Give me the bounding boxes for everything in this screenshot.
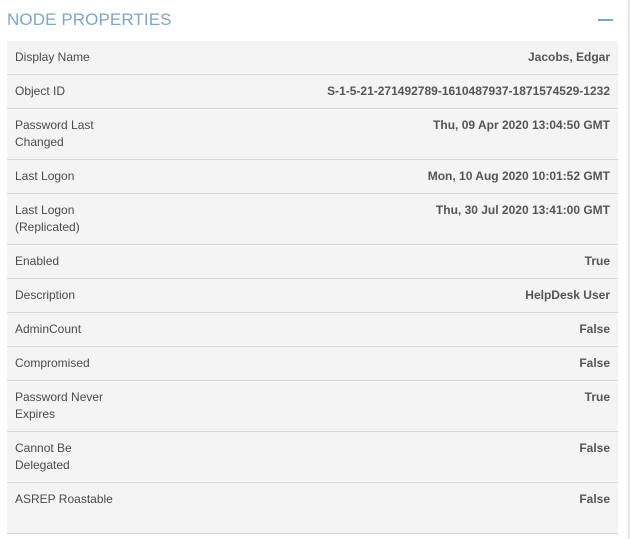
panel-header[interactable] (0, 0, 628, 41)
property-row-object-id (7, 75, 618, 109)
property-row-compromised (7, 347, 618, 381)
property-value: Thu, 09 Apr 2020 13:04:50 GMT (433, 118, 610, 132)
property-label: Last Logon (Replicated) (15, 203, 80, 234)
property-row-display-name (7, 41, 618, 75)
property-value: HelpDesk User (525, 288, 610, 302)
property-label: Display Name (15, 50, 90, 64)
property-label: Last Logon (15, 169, 75, 183)
property-row-asrep-roastable (7, 483, 618, 534)
property-value: False (579, 492, 610, 506)
property-row-last-logon-replicated (7, 194, 618, 245)
property-row-last-logon (7, 160, 618, 194)
property-value: True (584, 390, 610, 404)
property-value: Mon, 10 Aug 2020 10:01:52 GMT (427, 169, 610, 183)
property-value: False (579, 356, 610, 370)
property-row-password-last-changed (7, 109, 618, 160)
property-row-admincount (7, 313, 618, 347)
property-value: True (584, 254, 610, 268)
property-row-password-never-expires (7, 381, 618, 432)
property-label: Password Last Changed (15, 118, 94, 149)
minus-icon (598, 19, 613, 21)
property-label: Compromised (15, 356, 90, 370)
properties-table (7, 41, 618, 534)
panel-title: NODE PROPERTIES (7, 10, 172, 29)
property-row-enabled (7, 245, 618, 279)
collapse-button[interactable] (594, 8, 616, 30)
property-value: S-1-5-21-271492789-1610487937-1871574529-1232 (327, 84, 610, 98)
property-value: False (579, 322, 610, 336)
property-label: Password Never Expires (15, 390, 104, 421)
property-value: False (579, 441, 610, 455)
property-label: Enabled (15, 254, 60, 268)
property-label: Description (15, 288, 76, 302)
property-value: Jacobs, Edgar (527, 50, 610, 64)
property-label: ASREP Roastable (15, 492, 113, 506)
property-row-description (7, 279, 618, 313)
property-label: AdminCount (15, 322, 82, 336)
property-label: Object ID (15, 84, 66, 98)
property-row-cannot-be-delegated (7, 432, 618, 483)
property-value: Thu, 30 Jul 2020 13:41:00 GMT (435, 203, 610, 217)
property-label: Cannot Be Delegated (15, 441, 72, 472)
